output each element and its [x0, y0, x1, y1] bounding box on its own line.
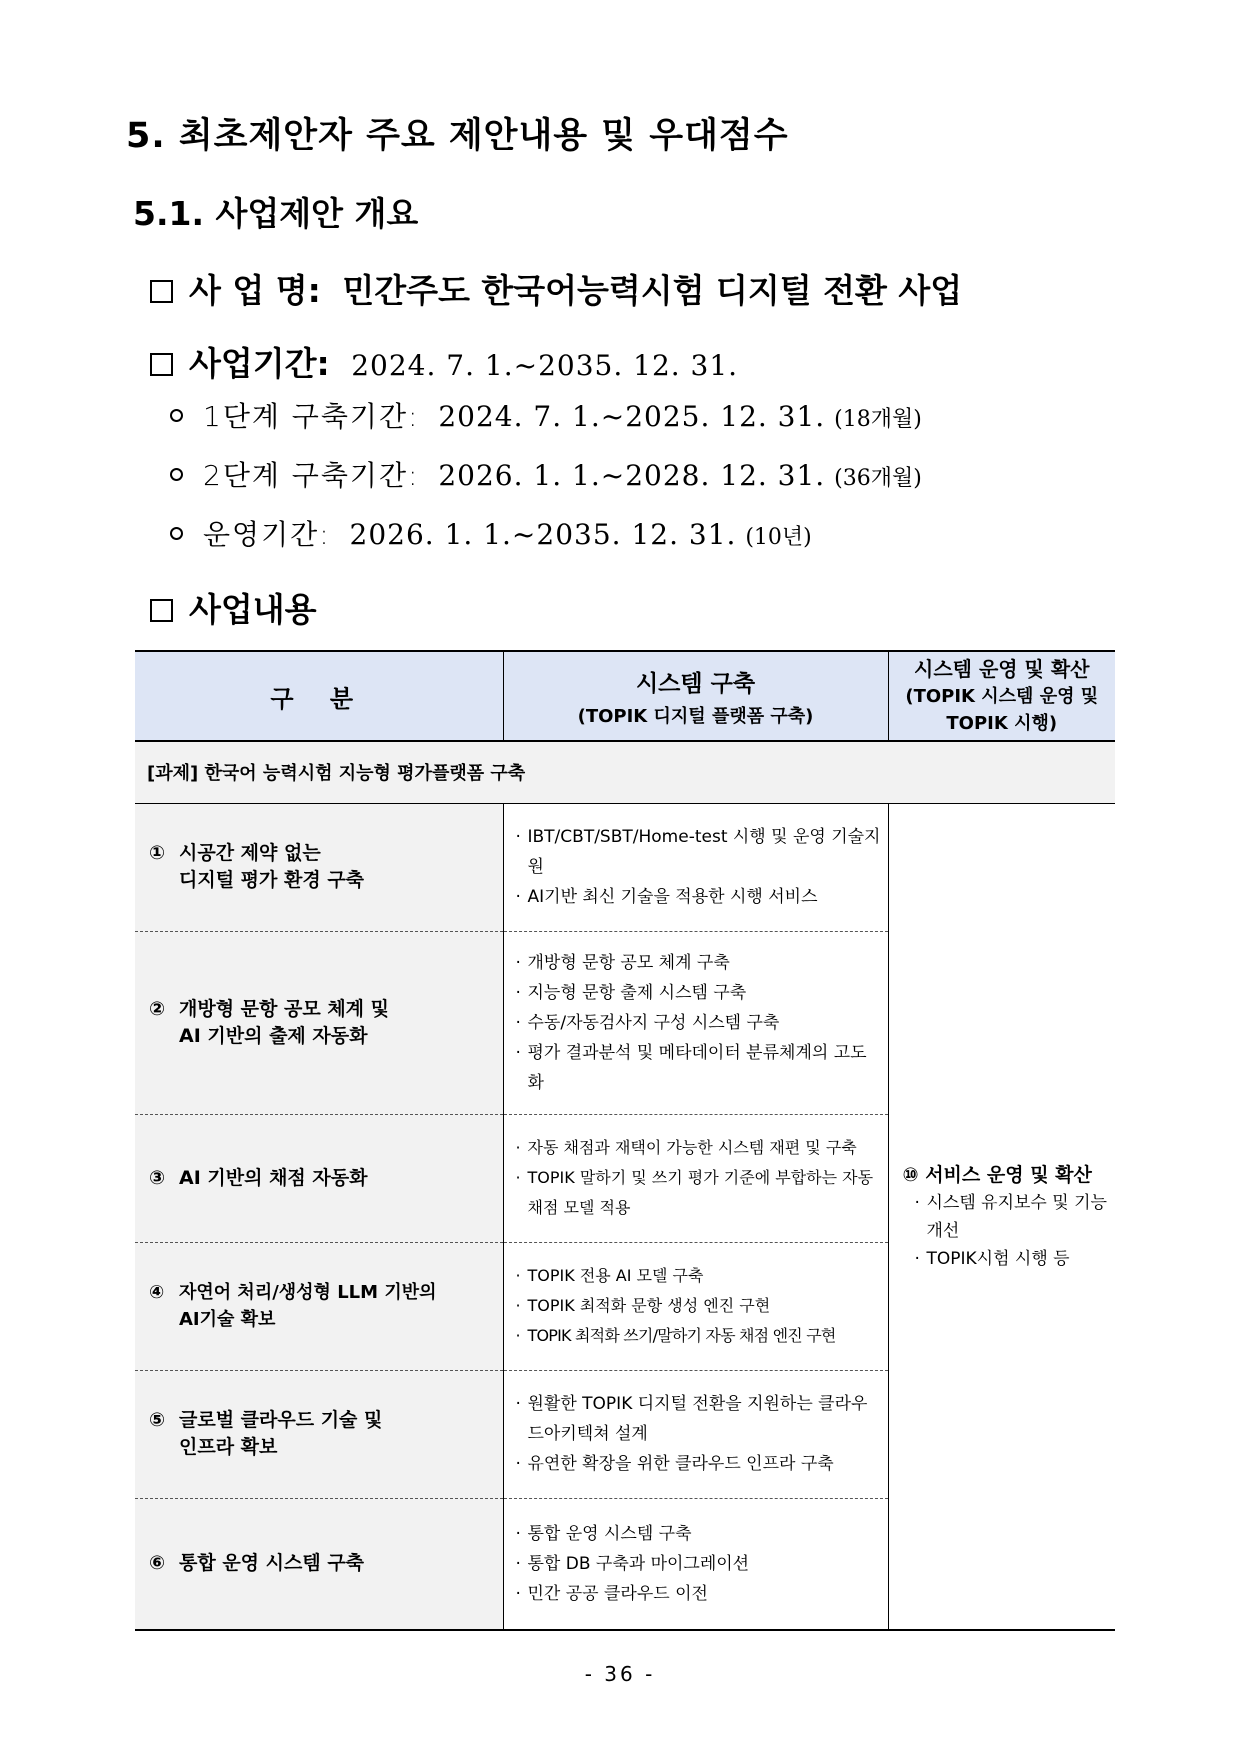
checkbox-square-icon: [150, 599, 173, 622]
task-label: [과제] 한국어 능력시험 지능형 평가플랫폼 구축: [135, 741, 1115, 803]
row-items: [503, 1242, 888, 1370]
phase-label: 1단계 구축기간:: [203, 400, 420, 433]
row-title: ④ 자연어 처리/생성형 LLM 기반의 AI기술 확보: [135, 1242, 503, 1370]
list-item: · 통합 운영 시스템 구축: [516, 1519, 882, 1549]
header-system-build-sub: (TOPIK 디지털 플랫폼 구축): [577, 705, 814, 727]
phase-note: (36개월): [834, 466, 922, 491]
row-items: [503, 803, 888, 931]
phase-line: [170, 395, 922, 435]
row-title: ② 개방형 문항 공모 체계 및 AI 기반의 출제 자동화: [135, 931, 503, 1114]
list-item: · TOPIK 전용 AI 모델 구축: [516, 1261, 882, 1291]
service-title: ⑩ 서비스 운영 및 확산: [902, 1163, 1092, 1186]
circle-bullet-icon: [170, 527, 183, 540]
phase-line: [170, 454, 922, 494]
list-item: · TOPIK 말하기 및 쓰기 평가 기준에 부합하는 자동채점 모델 적용: [516, 1163, 882, 1223]
row-items: [503, 1498, 888, 1630]
header-category: 구 분: [135, 651, 503, 741]
project-name-value: 민간주도 한국어능력시험 디지털 전환 사업: [342, 271, 963, 310]
circle-bullet-icon: [170, 409, 183, 422]
list-item: · 원활한 TOPIK 디지털 전환을 지원하는 클라우드아키텍쳐 설계: [516, 1389, 882, 1449]
list-item: · IBT/CBT/SBT/Home-test 시행 및 운영 기술지원: [516, 822, 882, 882]
phase-label: 2단계 구축기간:: [203, 459, 420, 492]
table-row: [135, 803, 1115, 931]
list-item: · 수동/자동검사지 구성 시스템 구축: [516, 1008, 882, 1038]
service-cell: [888, 803, 1115, 1630]
list-item: · AI기반 최신 기술을 적용한 시행 서비스: [516, 882, 882, 912]
row-items: [503, 1114, 888, 1242]
phase-value: 2026. 1. 1.~2028. 12. 31.: [438, 459, 826, 492]
list-item: · 지능형 문항 출제 시스템 구축: [516, 978, 882, 1008]
list-item: · TOPIK 최적화 문항 생성 엔진 구현: [516, 1291, 882, 1321]
phase-label: 운영기간:: [203, 518, 331, 551]
list-item: · 자동 채점과 재택이 가능한 시스템 재편 및 구축: [516, 1133, 882, 1163]
row-items: [503, 1370, 888, 1498]
circle-bullet-icon: [170, 468, 183, 481]
list-item: · 통합 DB 구축과 마이그레이션: [516, 1549, 882, 1579]
phase-line: [170, 513, 812, 553]
project-period-label: 사업기간:: [189, 344, 330, 383]
header-system-operation-title: 시스템 운영 및 확산: [914, 656, 1090, 681]
list-item: · 평가 결과분석 및 메타데이터 분류체계의 고도화: [516, 1038, 882, 1098]
row-title: ⑥ 통합 운영 시스템 구축: [135, 1498, 503, 1630]
section-title: 5. 최초제안자 주요 제안내용 및 우대점수: [126, 116, 789, 156]
phase-value: 2024. 7. 1.~2025. 12. 31.: [438, 400, 826, 433]
subsection-title: 5.1. 사업제안 개요: [133, 194, 419, 233]
checkbox-square-icon: [150, 353, 173, 376]
project-name-label: 사 업 명:: [189, 271, 321, 310]
phase-note: (10년): [745, 525, 812, 550]
row-items: [503, 931, 888, 1114]
service-item: · 시스템 유지보수 및 기능개선: [903, 1189, 1116, 1245]
header-system-operation-sub: (TOPIK 시스템 운영 및 TOPIK 시행): [905, 685, 1099, 734]
list-item: · 유연한 확장을 위한 클라우드 인프라 구축: [516, 1449, 882, 1479]
row-title: ① 시공간 제약 없는 디지털 평가 환경 구축: [135, 803, 503, 931]
phase-note: (18개월): [834, 407, 922, 432]
project-content-table: [135, 650, 1115, 1631]
table-header-row: [135, 651, 1115, 741]
list-item: · 개방형 문항 공모 체계 구축: [516, 948, 882, 978]
list-item: · 민간 공공 클라우드 이전: [516, 1579, 882, 1609]
phase-value: 2026. 1. 1.~2035. 12. 31.: [349, 518, 737, 551]
task-row: [135, 741, 1115, 803]
project-period-line: [150, 338, 738, 385]
service-item: · TOPIK시험 시행 등: [903, 1245, 1116, 1273]
row-title: ③ AI 기반의 채점 자동화: [135, 1114, 503, 1242]
header-system-build-title: 시스템 구축: [635, 670, 756, 697]
content-heading: 사업내용: [189, 590, 317, 629]
page-number: - 36 -: [584, 1662, 656, 1686]
header-system-build: [503, 651, 888, 741]
content-heading-line: [150, 584, 317, 631]
checkbox-square-icon: [150, 280, 173, 303]
list-item: · TOPIK 최적화 쓰기/말하기 자동 채점 엔진 구현: [516, 1321, 882, 1351]
project-period-value: 2024. 7. 1.~2035. 12. 31.: [351, 349, 739, 382]
row-title: ⑤ 글로벌 클라우드 기술 및 인프라 확보: [135, 1370, 503, 1498]
project-name-line: [150, 265, 962, 312]
header-system-operation: [888, 651, 1115, 741]
